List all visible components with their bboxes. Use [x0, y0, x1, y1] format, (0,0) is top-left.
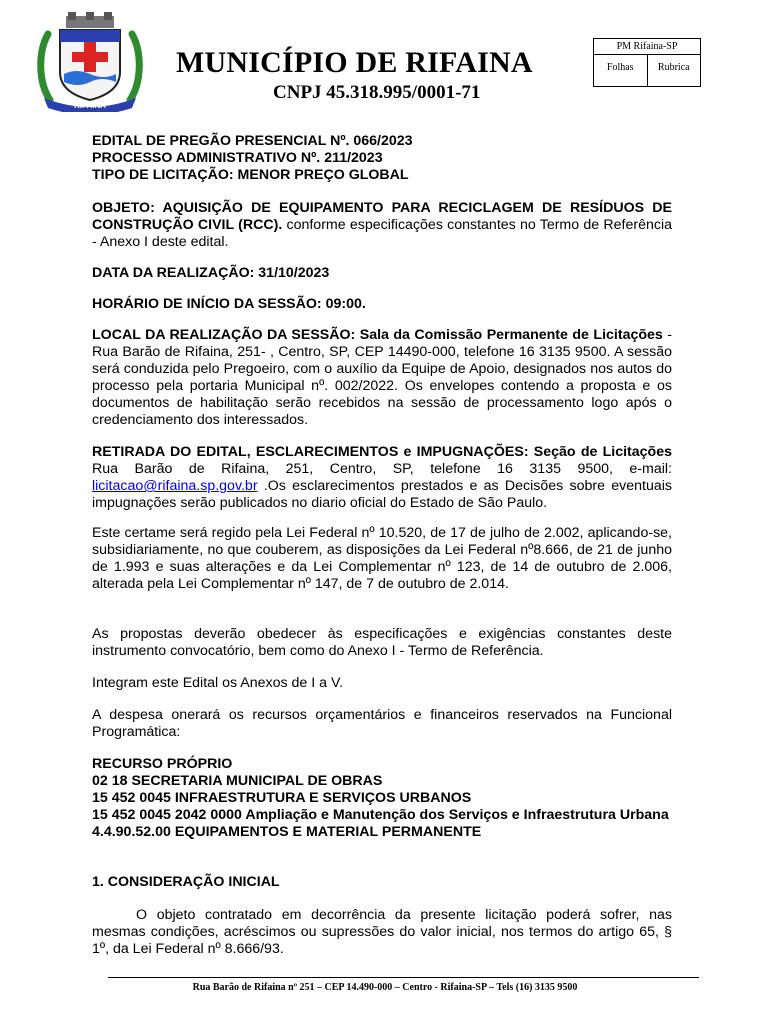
recurso-line-1: RECURSO PRÓPRIO [92, 756, 233, 772]
email-link[interactable]: licitacao@rifaina.sp.gov.br [92, 478, 258, 494]
footer-divider [108, 977, 699, 978]
regido-paragraph: Este certame será regido pela Lei Federal nº 10.520, de 17 de julho de 2.002, aplicando-se, subsidiariamente, no que couberem, as disposições da Lei Federal nº8.666, de 21 de junho de 1.993 e suas alterações e da Lei Complementar nº 123, de 14 de outubro de 2.006, alterada pela Lei Complementar nº 147, de 7 de outubro de 2.014. [92, 525, 672, 592]
retirada-text-2: .Os esclarecimentos prestados e as Decisões sobre eventuais impugnações serão publicados no diario oficial do Estado de São Paulo. [92, 478, 672, 511]
recurso-line-3: 15 452 0045 INFRAESTRUTURA E SERVIÇOS URBANOS [92, 790, 472, 806]
recurso-line-4: 15 452 0045 2042 0000 Ampliação e Manutenção dos Serviços e Infraestrutura Urbana [92, 807, 669, 823]
objeto-paragraph [92, 200, 672, 251]
anexos-paragraph: Integram este Edital os Anexos de I a V. [92, 675, 344, 691]
licitacao-type: TIPO DE LICITAÇÃO: MENOR PREÇO GLOBAL [92, 167, 409, 183]
section-1-text: O objeto contratado em decorrência da presente licitação poderá sofrer, nas mesmas condições, acréscimos ou supressões do valor inicial, nos termos do artigo 65, § 1º, da Lei Federal nº 8.666/93. [92, 907, 672, 957]
footer-address: Rua Barão de Rifaina nº 251 – CEP 14.490-000 – Centro - Rifaina-SP – Tels (16) 3135 9500 [192, 982, 578, 993]
data-realizacao: DATA DA REALIZAÇÃO: 31/10/2023 [92, 265, 330, 281]
retirada-label: RETIRADA DO EDITAL, ESCLARECIMENTOS e IMPUGNAÇÕES: Seção de Licitações [92, 444, 672, 460]
objeto-text: conforme especificações constantes no Termo de Referência - Anexo I deste edital. [92, 217, 672, 250]
local-label: LOCAL DA REALIZAÇÃO DA SESSÃO: Sala da Comissão Permanente de Licitações [92, 327, 663, 343]
retirada-paragraph [92, 444, 672, 512]
municipal-coat-of-arms [36, 12, 144, 112]
crest-ribbon-text: RIFAINA [74, 101, 106, 110]
retirada-text-1: Rua Barão de Rifaina, 251, Centro, SP, telefone 16 3135 9500, e-mail: [92, 461, 672, 477]
propostas-paragraph: As propostas deverão obedecer às especificações e exigências constantes deste instrumento convocatório, bem como do Anexo I - Termo de Referência. [92, 626, 672, 659]
cnpj-number: CNPJ 45.318.995/0001-71 [273, 82, 481, 103]
horario-sessao: HORÁRIO DE INÍCIO DA SESSÃO: 09:00. [92, 296, 366, 312]
municipality-title: MUNICÍPIO DE RIFAINA [176, 46, 533, 79]
local-text: - Rua Barão de Rifaina, 251- , Centro, SP, CEP 14490-000, telefone 16 3135 9500. A sessão será conduzida pelo Pregoeiro, com o auxílio da Equipe de Apoio, designados nos autos do processo pela portaria Municipal nº. 002/2022. Os envelopes contendo a proposta e os documentos de habilitação serão recebidos na sessão de processamento logo após o credenciamento dos interessados. [92, 327, 672, 428]
recurso-line-2: 02 18 SECRETARIA MUNICIPAL DE OBRAS [92, 773, 383, 789]
folhas-rubrica-stamp [593, 38, 701, 87]
stamp-header: PM Rifaina-SP [594, 39, 700, 55]
section-1-title: 1. CONSIDERAÇÃO INICIAL [92, 874, 280, 890]
local-paragraph [92, 327, 672, 429]
objeto-label: OBJETO: AQUISIÇÃO DE EQUIPAMENTO PARA RECICLAGEM DE RESÍDUOS DE CONSTRUÇÃO CIVIL (RCC). [92, 200, 672, 233]
processo-number: PROCESSO ADMINISTRATIVO Nº. 211/2023 [92, 150, 383, 166]
stamp-folhas: Folhas [606, 62, 634, 73]
recurso-line-5: 4.4.90.52.00 EQUIPAMENTOS E MATERIAL PERMANENTE [92, 824, 482, 840]
despesa-paragraph: A despesa onerará os recursos orçamentários e financeiros reservados na Funcional Programática: [92, 707, 672, 740]
stamp-rubrica: Rubrica [647, 55, 701, 86]
edital-number: EDITAL DE PREGÃO PRESENCIAL Nº. 066/2023 [92, 133, 413, 149]
